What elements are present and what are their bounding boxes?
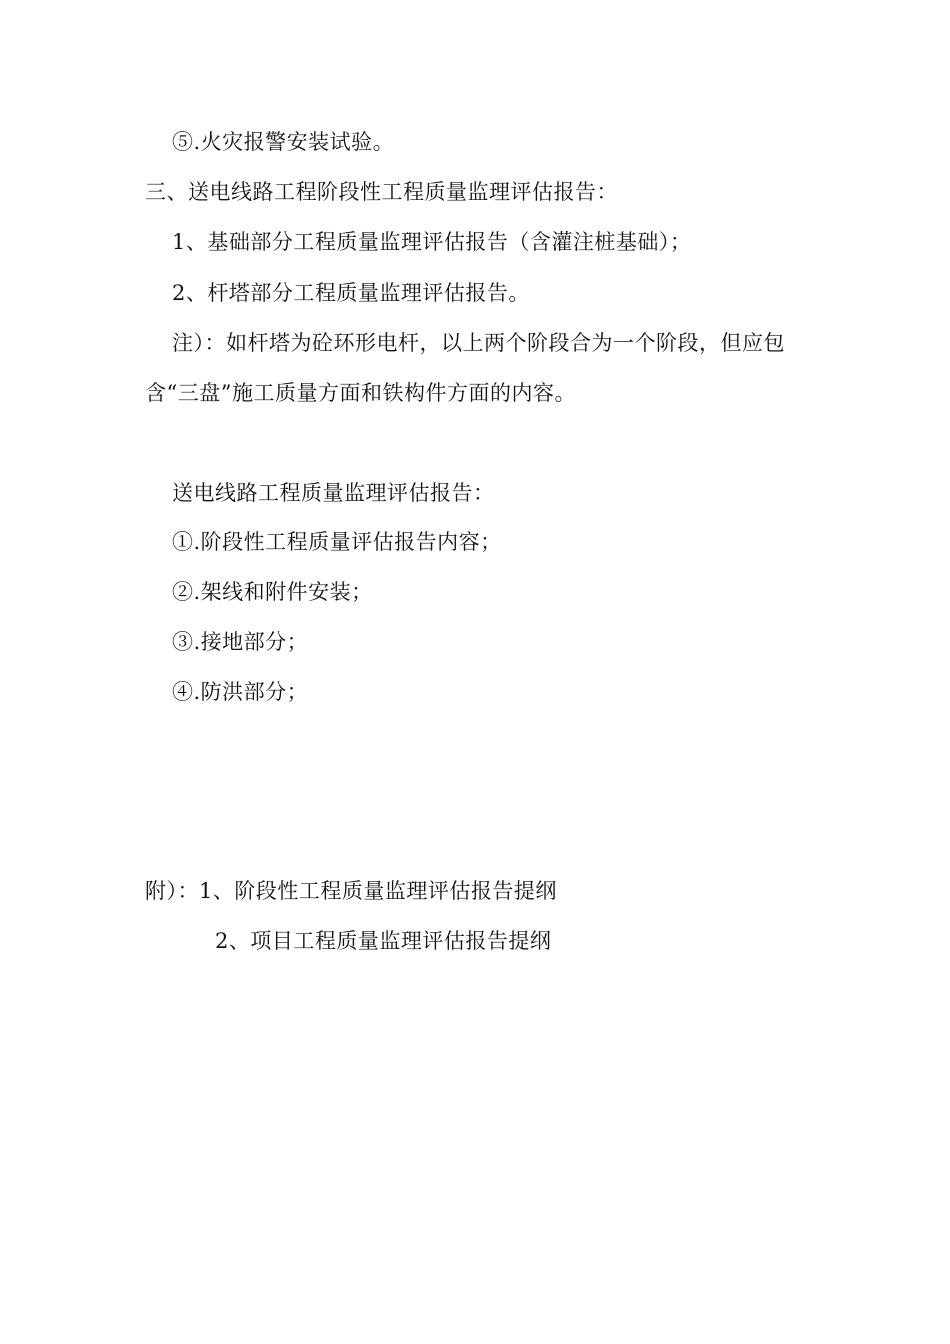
section-heading-3: 三、送电线路工程阶段性工程质量监理评估报告： [145, 180, 618, 204]
note-line-2: 含“三盘”施工质量方面和铁构件方面的内容。 [145, 381, 576, 405]
item-fire-alarm-test: ⑤.火灾报警安装试验。 [172, 130, 395, 154]
appendix-item-1: 附）：1、阶段性工程质量监理评估报告提纲 [145, 879, 557, 903]
item-flood-control: ④.防洪部分； [172, 680, 309, 704]
appendix-item-2: 2、项目工程质量监理评估报告提纲 [215, 929, 552, 953]
note-line-1: 注）：如杆塔为砼环形电杆，以上两个阶段合为一个阶段，但应包 [172, 331, 785, 355]
item-foundation-report: 1、基础部分工程质量监理评估报告（含灌注桩基础）； [172, 230, 692, 254]
item-stringing-fittings: ②.架线和附件安装； [172, 580, 373, 604]
item-grounding: ③.接地部分； [172, 630, 309, 654]
item-tower-report: 2、杆塔部分工程质量监理评估报告。 [172, 281, 530, 305]
item-phase-report-content: ①.阶段性工程质量评估报告内容； [172, 530, 502, 554]
subheading-line-report: 送电线路工程质量监理评估报告： [172, 481, 495, 505]
